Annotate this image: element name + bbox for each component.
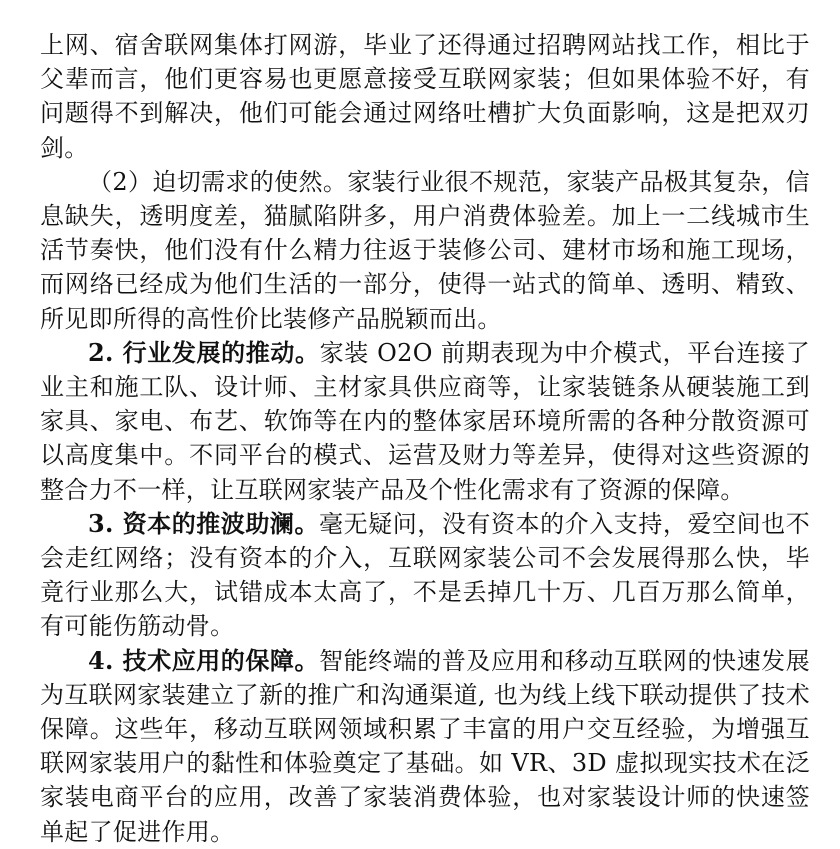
paragraph-5-text: 智能终端的普及应用和移动互联网的快速发展为互联网家装建立了新的推广和沟通渠道, 也为线上线下联动提供了技术保障。这些年，移动互联网领域积累了丰富的用户交互经验，为增强互联网家装用户的黏性和体验奠定了基础。如 VR、3D 虚拟现实技术在泛家装电商平台的应用，改善了家装消费体验，也对家装设计师的快速签单起了促进作用。 [40, 646, 811, 846]
paragraph-4-heading: 3. 资本的推波助澜。 [88, 508, 320, 538]
paragraph-3-text: 家装 O2O 前期表现为中介模式，平台连接了业主和施工队、设计师、主材家具供应商等，让家装链条从硬装施工到家具、家电、布艺、软饰等在内的整体家居环境所需的各种分散资源可以高度集中。不同平台的模式、运营及财力等差异，使得对这些资源的整合力不一样，让互联网家装产品及个性化需求有了资源的保障。 [40, 338, 810, 504]
paragraph-3-heading: 2. 行业发展的推动。 [88, 337, 320, 367]
paragraph-1-text: 上网、宿舍联网集体打网游，毕业了还得通过招聘网站找工作，相比于父辈而言，他们更容易也更愿意接受互联网家装；但如果体验不好，有问题得不到解决，他们可能会通过网络吐槽扩大负面影响，这是把双刃剑。 [40, 31, 810, 162]
article-body [40, 28, 810, 849]
paragraph-2-text: （2）迫切需求的使然。家装行业很不规范，家装产品极其复杂，信息缺失，透明度差，猫腻陷阱多，用户消费体验差。加上一二线城市生活节奏快，他们没有什么精力往返于装修公司、建材市场和施工现场，而网络已经成为他们生活的一部分，使得一站式的简单、透明、精致、所见即所得的高性价比装修产品脱颖而出。 [40, 167, 810, 333]
paragraph-5 [40, 644, 810, 849]
paragraph-4 [40, 507, 810, 644]
paragraph-3 [40, 336, 810, 507]
paragraph-5-heading: 4. 技术应用的保障。 [88, 645, 320, 675]
paragraph-2 [40, 165, 810, 336]
paragraph-4-text: 毫无疑问，没有资本的介入支持，爱空间也不会走红网络；没有资本的介入，互联网家装公司不会发展得那么快，毕竟行业那么大，试错成本太高了，不是丢掉几十万、几百万那么简单，有可能伤筋动骨。 [40, 509, 811, 641]
paragraph-1 [40, 28, 810, 165]
